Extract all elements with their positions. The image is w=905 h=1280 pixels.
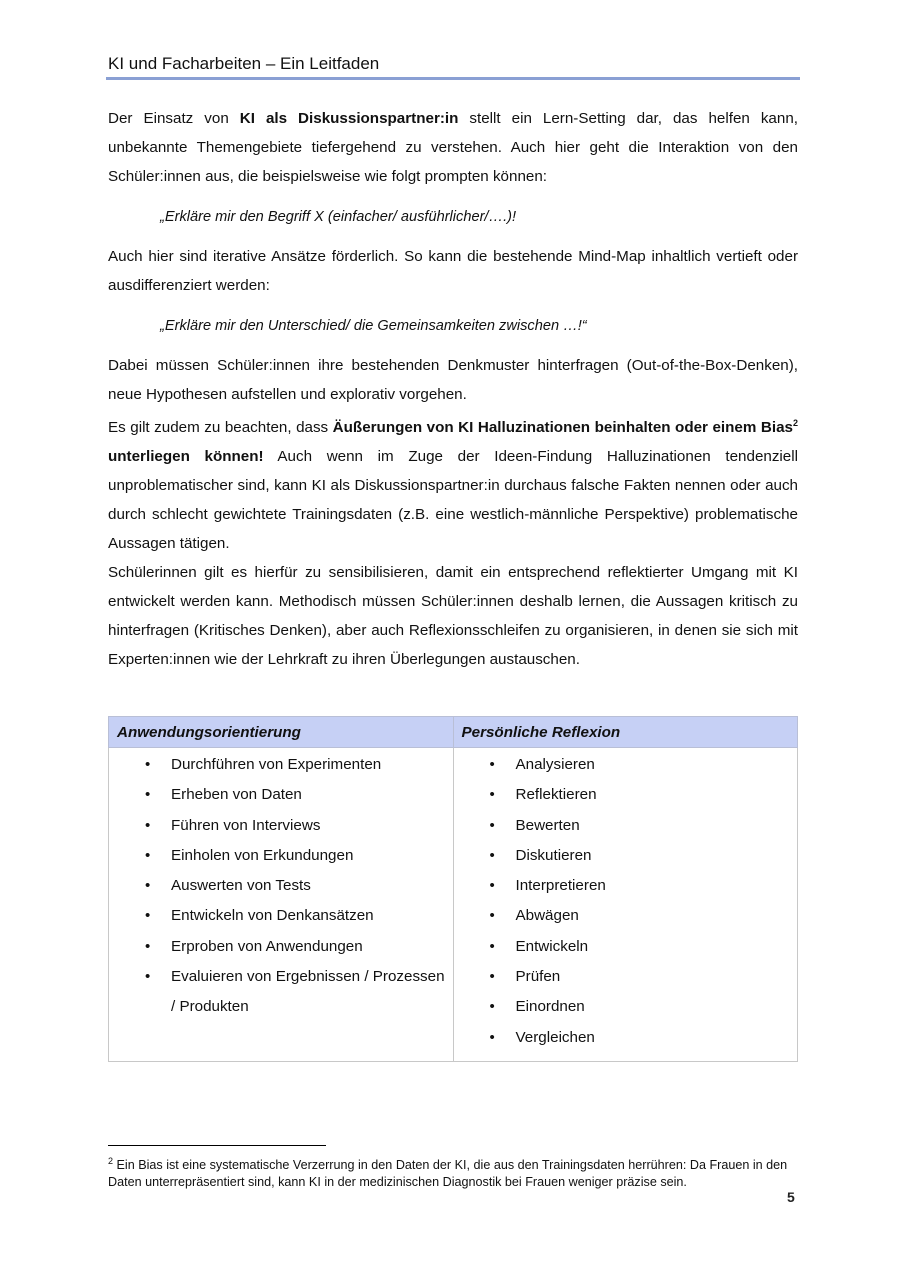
list-item: • Evaluieren von Ergebnissen / Prozessen / Produkten: [171, 962, 453, 1023]
paragraph-2: Auch hier sind iterative Ansätze förderlich. So kann die bestehende Mind-Map inhaltlich vertieft oder ausdifferenziert werden:: [108, 248, 798, 294]
paragraph-1: Der Einsatz von KI als Diskussionspartner:in stellt ein Lern-Setting dar, das helfen kann, unbekannte Themengebiete tiefergehend zu verstehen. Auch hier geht die Interaktion von den Schüler:innen aus, die beispielsweise wie folgt prompten können:: [108, 110, 798, 185]
list-item: • Erheben von Daten: [171, 780, 453, 810]
body-text: [108, 104, 798, 674]
list-item: • Erproben von Anwendungen: [171, 932, 453, 962]
list-item: • Abwägen: [516, 901, 798, 931]
list-item: • Entwickeln: [516, 932, 798, 962]
list-item: • Auswerten von Tests: [171, 871, 453, 901]
footnote-text: Ein Bias ist eine systematische Verzerrung in den Daten der KI, die aus den Trainingsdaten herrühren: Da Frauen in den Daten unterrepräsentiert sind, kann KI in der medizinischen Diagnostik bei Frauen weniger präzise sein.: [108, 1158, 788, 1190]
reflection-list: [454, 750, 798, 1053]
reflection-list-cell: [453, 748, 798, 1062]
paragraph-3: Dabei müssen Schüler:innen ihre bestehenden Denkmuster hinterfragen (Out-of-the-Box-Denken), neue Hypothesen aufstellen und explorativ vorgehen.: [108, 357, 798, 403]
header-rule: [106, 77, 800, 80]
skills-table: [108, 716, 798, 1062]
application-list-cell: [109, 748, 454, 1062]
list-item: • Einordnen: [516, 992, 798, 1022]
prompt-example-1: „Erkläre mir den Begriff X (einfacher/ ausführlicher/….)!: [160, 209, 517, 225]
page-number: 5: [787, 1189, 795, 1205]
application-list: [109, 750, 453, 1023]
list-item: • Reflektieren: [516, 780, 798, 810]
list-item: • Diskutieren: [516, 841, 798, 871]
footnote: [108, 1153, 800, 1191]
list-item: • Durchführen von Experimenten: [171, 750, 453, 780]
list-item: • Analysieren: [516, 750, 798, 780]
emphasis-ki-discussion-partner: KI als Diskussionspartner:in: [239, 110, 459, 127]
list-item: • Interpretieren: [516, 871, 798, 901]
running-header: KI und Facharbeiten – Ein Leitfaden: [108, 54, 380, 73]
emphasis-hallucinations: Äußerungen von KI Halluzinationen beinhalten oder einem Bias$^2$ unterliegen können!: [108, 418, 798, 466]
paragraph-4: Es gilt zudem zu beachten, dass Äußerungen von KI Halluzinationen beinhalten oder einem Bias$^2$ unterliegen können! Auch wenn im Zuge der Ideen-Findung Halluzinationen tendenziell unproblematischer sind, kann KI als Diskussionspartner:in durchaus falsche Fakten nennen oder auch durch schlecht gewichtete Trainingsdaten (z.B. eine westlich-männliche Perspektive) problematische Aussagen tätigen.: [108, 418, 798, 553]
list-item: • Prüfen: [516, 962, 798, 992]
footnote-separator: [108, 1145, 326, 1146]
paragraph-5: Schülerinnen gilt es hierfür zu sensibilisieren, damit ein entsprechend reflektierter Umgang mit KI entwickelt werden kann. Methodisch müssen Schüler:innen deshalb lernen, die Aussagen kritisch zu hinterfragen (Kritisches Denken), aber auch Reflexionsschleifen zu organisieren, in denen sie sich mit Experten:innen wie der Lehrkraft zu ihren Überlegungen austauschen.: [108, 564, 798, 669]
list-item: • Einholen von Erkundungen: [171, 841, 453, 871]
list-item: • Vergleichen: [516, 1023, 798, 1053]
list-item: • Führen von Interviews: [171, 811, 453, 841]
table-header-application: Anwendungsorientierung: [109, 717, 454, 748]
footnote-ref[interactable]: 2: [792, 418, 798, 428]
list-item: • Entwickeln von Denkansätzen: [171, 901, 453, 931]
prompt-example-2: „Erkläre mir den Unterschied/ die Gemeinsamkeiten zwischen …!“: [160, 318, 587, 334]
table-header-reflection: Persönliche Reflexion: [453, 717, 798, 748]
footnote-number: 2: [108, 1156, 114, 1166]
list-item: • Bewerten: [516, 811, 798, 841]
